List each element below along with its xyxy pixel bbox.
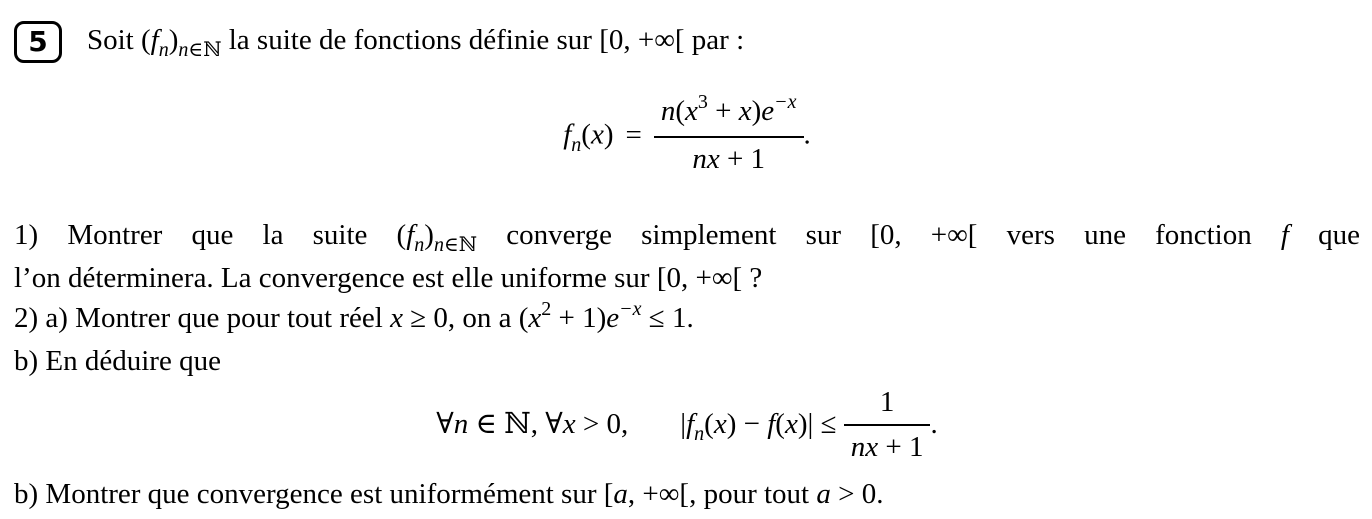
formula2-fraction-numerator <box>844 384 931 424</box>
num-exponent-3: 3 <box>697 91 708 113</box>
formula2-paren-close-1: ) <box>726 408 737 441</box>
q1-text-1: 1) Montrer que la suite <box>14 219 397 251</box>
q1-paren-open: ( <box>396 219 407 251</box>
equals-sign: = <box>625 118 642 151</box>
q2b2-text-3: > 0. <box>830 478 884 510</box>
abs-bar-close: | <box>807 408 814 441</box>
formula2-x: x <box>562 408 576 441</box>
q1-text-2: converge simplement sur <box>477 219 871 251</box>
q1-text-4: que <box>1288 219 1360 251</box>
q2a-text-1: 2) a) Montrer que pour tout réel <box>14 302 391 334</box>
q2a-e: e <box>606 302 620 334</box>
q2b-label-text: b) En déduire que <box>14 345 221 377</box>
formula2-paren-open-2: ( <box>775 408 785 441</box>
formula1-f: f <box>563 118 572 151</box>
num-n: n <box>660 95 676 127</box>
intro-text-1: Soit <box>87 24 141 56</box>
intro-text-2: la suite de fonctions définie sur <box>221 24 600 56</box>
q2a-text-2: ≥ 0, on a ( <box>402 302 529 334</box>
exercise-statement-intro <box>87 20 744 63</box>
q2a-text-3: + 1) <box>551 302 607 334</box>
q1-sub-in-naturals: ∈ℕ <box>443 234 478 256</box>
question-2a-line <box>14 298 1360 341</box>
num-x-cubed-base: x <box>685 95 698 127</box>
formula1-fraction <box>654 93 804 177</box>
q1-f: f <box>406 219 415 251</box>
q2b2-text-1: b) Montrer que convergence est uniformément sur [ <box>14 478 614 510</box>
forall-n-symbol: ∀ <box>436 408 454 441</box>
num-plus: + <box>707 95 739 127</box>
q1-paren-close: ) <box>424 219 434 251</box>
minus-sign: − <box>736 408 768 441</box>
num-paren-open: ( <box>675 95 686 127</box>
paren-close: ) <box>168 24 179 56</box>
formula2-num-one: 1 <box>879 386 895 418</box>
q1-text-3: vers une fonction <box>977 219 1281 251</box>
formula2-fraction-denominator <box>844 424 931 465</box>
question-1-line-2 <box>14 258 1360 298</box>
sequence-index-subscript <box>178 39 221 61</box>
q1-line2-text: l’on déterminera. La convergence est elle uniforme sur [0, +∞[ ? <box>14 262 763 294</box>
exercise-number-box <box>14 21 62 63</box>
abs-bar-open: | <box>680 408 687 441</box>
formula2-paren-open-1: ( <box>704 408 714 441</box>
q2b2-text-2: , +∞[, pour tout <box>627 478 817 510</box>
q2a-x-squared-base: x <box>528 302 542 334</box>
sub-var-n: n <box>178 39 189 61</box>
formula2-fraction <box>844 384 931 465</box>
math-f: f <box>150 24 159 56</box>
formula2-period: . <box>930 408 938 441</box>
q2b2-a-1: a <box>613 478 628 510</box>
q2a-exponent-2: 2 <box>541 298 552 320</box>
intro-interval-colon: [0, +∞[ par : <box>599 24 745 56</box>
formula2-paren-close-2: ) <box>797 408 808 441</box>
q2a-exponent-minus-x: −x <box>619 298 642 320</box>
den-nx: nx <box>692 143 720 175</box>
exercise-number: 5 <box>28 25 48 58</box>
den-plus-one: + 1 <box>719 143 766 175</box>
question-2b-intro-line <box>14 341 1360 381</box>
formula2-x-arg-2: x <box>784 408 798 441</box>
inequality-formula <box>14 386 1360 467</box>
formula2-f: f <box>686 408 695 441</box>
num-paren-close: ) <box>751 95 762 127</box>
q1-interval: [0, +∞[ <box>870 219 978 251</box>
sub-in-naturals: ∈ℕ <box>188 39 222 61</box>
formula2-x-arg-1: x <box>713 408 727 441</box>
formula2-n: n <box>453 408 469 441</box>
q2a-text-4: ≤ 1. <box>641 302 694 334</box>
math-f-subscript: n <box>158 39 169 61</box>
formula1-f-subscript: n <box>571 133 582 156</box>
formula2-in-naturals: ∈ ℕ, <box>468 408 546 441</box>
q2b2-a-2: a <box>816 478 831 510</box>
formula2-f-subscript: n <box>694 423 705 446</box>
formula1-fraction-numerator <box>654 93 804 136</box>
formula1-paren-close: ) <box>603 118 614 151</box>
formula2-gt-zero: > 0, <box>575 408 629 441</box>
formula1-x: x <box>590 118 604 151</box>
num-e: e <box>761 95 775 127</box>
q1-sequence-subscript <box>434 234 477 256</box>
q1-f-subscript: n <box>414 234 425 256</box>
question-2b2-line <box>14 474 1360 514</box>
definition-formula <box>14 91 1360 179</box>
formula1-paren-open: ( <box>581 118 591 151</box>
formula2-limit-f: f <box>767 408 776 441</box>
forall-x-symbol: ∀ <box>545 408 563 441</box>
paren-open: ( <box>141 24 151 56</box>
exercise-header <box>14 20 1360 63</box>
q2a-x: x <box>390 302 403 334</box>
formula1-period: . <box>803 118 811 151</box>
question-1-line-1 <box>14 215 1360 258</box>
formula2-den-nx: nx <box>850 431 879 463</box>
q1-limit-f: f <box>1280 219 1289 251</box>
formula2-den-plus-one: + 1 <box>878 431 924 463</box>
leq-sign: ≤ <box>813 408 844 441</box>
num-x: x <box>738 95 752 127</box>
q1-sub-var-n: n <box>433 234 444 256</box>
formula1-fraction-denominator <box>654 136 804 177</box>
num-exponent-minus-x: −x <box>774 91 797 113</box>
